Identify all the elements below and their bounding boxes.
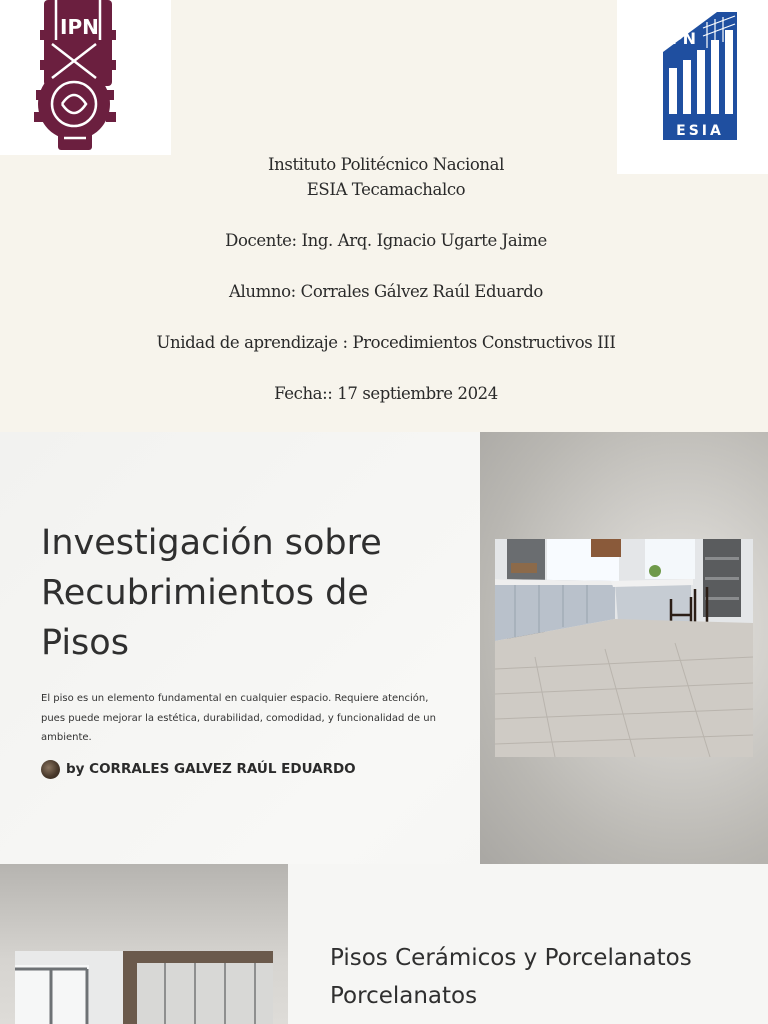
ipn-logo-text: IPN	[60, 15, 99, 39]
lead-line-2: pues puede mejorar la estética, durabilidad, comodidad, y funcionalidad de un	[41, 712, 436, 724]
title-line-3: Pisos	[41, 623, 129, 663]
intro-image-panel	[480, 432, 768, 864]
teacher-line: Docente: Ing. Arq. Ignacio Ugarte Jaime	[225, 231, 547, 250]
student-line: Alumno: Corrales Gálvez Raúl Eduardo	[229, 282, 543, 301]
section-title-line-1: Pisos Cerámicos y Porcelanatos	[330, 945, 692, 971]
lead-line-3: ambiente.	[41, 732, 92, 743]
esia-logo	[617, 0, 768, 174]
cover-section	[0, 0, 768, 432]
avatar	[41, 760, 60, 779]
title-line-2: Recubrimientos de	[41, 573, 369, 613]
kitchen-photo	[495, 539, 753, 757]
esia-logo-graphic	[617, 0, 768, 174]
esia-logo-ipn-text: IPN	[665, 29, 697, 48]
intro-paragraph	[41, 689, 451, 748]
section-title	[330, 939, 750, 1015]
intro-section	[0, 432, 768, 864]
ipn-logo	[0, 0, 171, 155]
course-line: Unidad de aprendizaje : Procedimientos Constructivos III	[156, 333, 616, 352]
ceramic-image-panel	[0, 864, 288, 1024]
author-name: by CORRALES GALVEZ RAÚL EDUARDO	[66, 761, 356, 777]
ceramic-photo	[15, 951, 273, 1024]
ceramic-section	[0, 864, 768, 1024]
intro-text-block	[41, 518, 451, 779]
section-title-line-2: Porcelanatos	[330, 983, 478, 1009]
school-name: ESIA Tecamachalco	[306, 180, 466, 199]
date-line: Fecha:: 17 septiembre 2024	[274, 384, 498, 403]
institution-name: Instituto Politécnico Nacional	[268, 155, 504, 174]
cover-info	[0, 152, 768, 406]
title-line-1: Investigación sobre	[41, 523, 382, 563]
esia-logo-esia-text: ESIA	[676, 123, 724, 139]
ipn-logo-graphic	[0, 0, 171, 155]
page-title	[41, 518, 451, 668]
author-byline	[41, 760, 451, 779]
lead-line-1: El piso es un elemento fundamental en cualquier espacio. Requiere atención,	[41, 693, 429, 704]
